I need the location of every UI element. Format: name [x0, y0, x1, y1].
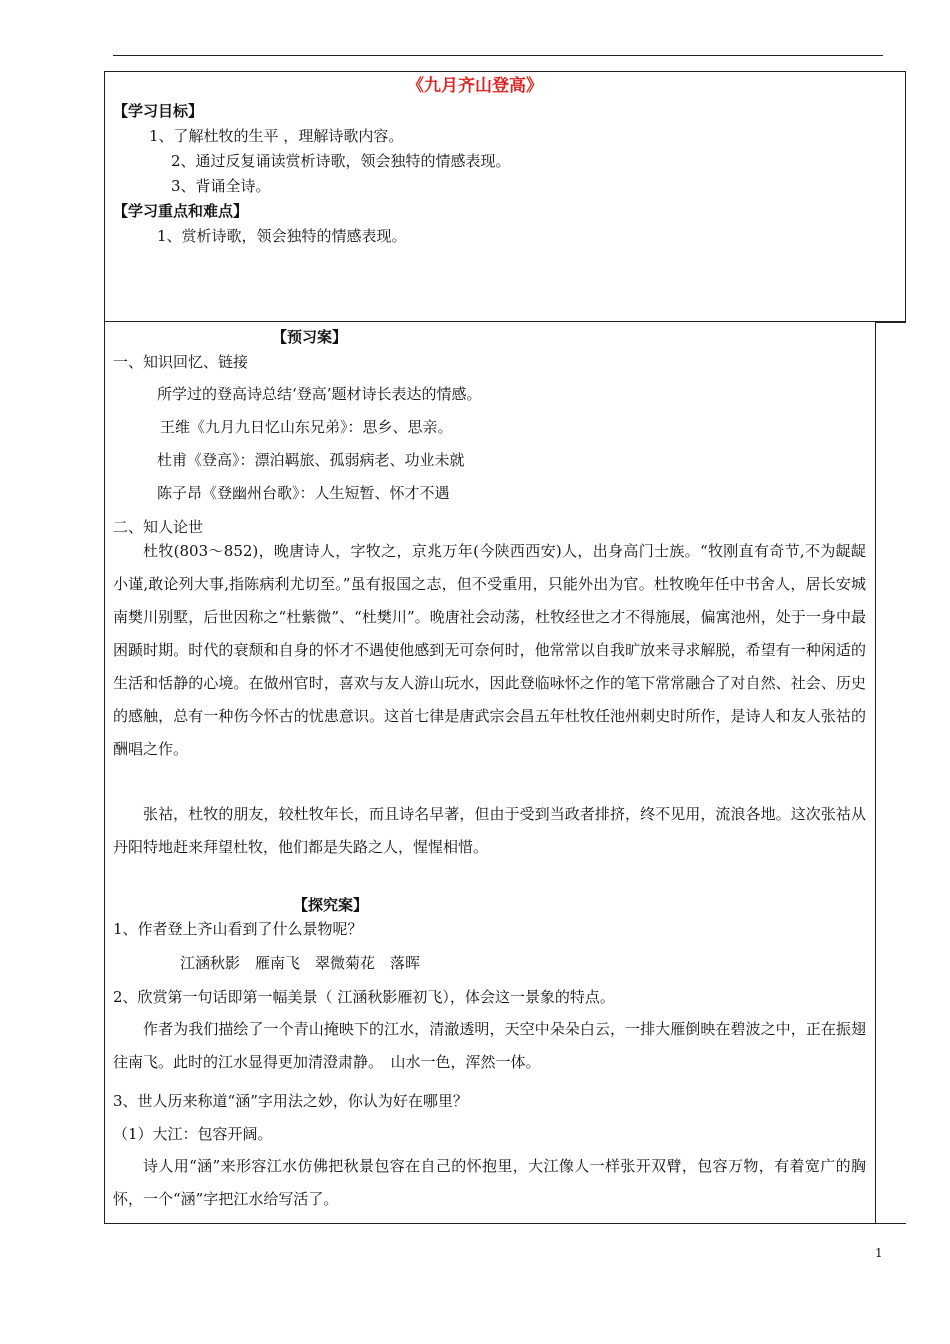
- section2-title: 二、知人论世: [113, 518, 204, 536]
- question-2: 2、欣赏第一句话即第一幅美景（ 江涵秋影雁初飞），体会这一景象的特点。: [113, 988, 615, 1006]
- question-3: 3、世人历来称道“涵”字用法之妙，你认为好在哪里？: [113, 1092, 468, 1110]
- answer-2: 作者为我们描绘了一个青山掩映下的江水，清澈透明，天空中朵朵白云，一排大雁倒映在碧波之中，正在振翅往南飞。此时的江水显得更加清澄肃静。 山水一色，浑然一体。: [113, 1020, 866, 1071]
- objectives-box: [104, 71, 906, 322]
- header-rule: [113, 55, 883, 56]
- page-title: 《九月齐山登高》: [407, 76, 543, 96]
- answer-3: 诗人用“涵”来形容江水仿佛把秋景包容在自己的怀抱里，大江像人一样张开双臂，包容万物，有着宽广的胸怀，一个“涵”字把江水给写活了。: [113, 1157, 866, 1208]
- objectives-heading: 【学习目标】: [113, 102, 204, 120]
- page-number: 1: [875, 1246, 883, 1260]
- poem-emotion-line: 陈子昂《登幽州台歌》：人生短暂、怀才不遇: [157, 484, 450, 502]
- poem-emotion-line: 杜甫《登高》：漂泊羁旅、孤弱病老、功业未就: [157, 451, 465, 469]
- question-1: 1、作者登上齐山看到了什么景物呢？: [113, 920, 363, 938]
- preview-heading: 【预习案】: [272, 328, 348, 346]
- box-divider-tick: [876, 322, 906, 323]
- friend-paragraph: 张祜，杜牧的朋友，较杜牧年长，而且诗名早著，但由于受到当政者排挤，终不见用，流浪各地。这次张祜从丹阳特地赶来拜望杜牧，他们都是失路之人，惺惺相惜。: [113, 805, 866, 856]
- section1-title: 一、知识回忆、链接: [113, 353, 249, 371]
- box-bottom-tick: [876, 1223, 906, 1224]
- keypoints-heading: 【学习重点和难点】: [113, 202, 249, 220]
- objective-item: 2、通过反复诵读赏析诗歌，领会独特的情感表现。: [171, 152, 511, 170]
- answer-1: 江涵秋影 雁南飞 翠微菊花 落晖: [180, 954, 421, 972]
- keypoint-item: 1、赏析诗歌，领会独特的情感表现。: [157, 227, 407, 245]
- objective-item: 1、了解杜牧的生平 ，理解诗歌内容。: [149, 127, 404, 145]
- author-bio-paragraph: 杜牧(803～852)，晚唐诗人，字牧之，京兆万年(今陕西西安)人，出身高门士族。“牧刚直有奇节,不为龊龊小谨,敢论列大事,指陈病利尤切至。”虽有报国之志，但不受重用，只能外出为官。杜牧晚年任中书舍人，居长安城南樊川别墅，后世因称之“杜紫微”、“杜樊川”。晚唐社会动荡，杜牧经世之才不得施展，偏寓池州，处于一身中最困踬时期。时代的衰颓和自身的怀才不遇使他感到无可奈何时，他常常以自我旷放来寻求解脱，希望有一种闲适的生活和恬静的心境。在做州官时，喜欢与友人游山玩水，因此登临咏怀之作的笔下常常融合了对自然、社会、历史的感触，总有一种伤今怀古的忧患意识。这首七律是唐武宗会昌五年杜牧任池州刺史时所作，是诗人和友人张祜的酬唱之作。: [113, 542, 866, 758]
- objective-item: 3、背诵全诗。: [171, 177, 271, 195]
- section1-intro: 所学过的登高诗总结‘登高’题材诗长表达的情感。: [157, 385, 482, 403]
- explore-heading: 【探究案】: [293, 896, 369, 914]
- sub-point-1: （1）大江：包容开阔。: [113, 1125, 273, 1143]
- poem-emotion-line: 王维《九月九日忆山东兄弟》：思乡、思亲。: [160, 418, 453, 436]
